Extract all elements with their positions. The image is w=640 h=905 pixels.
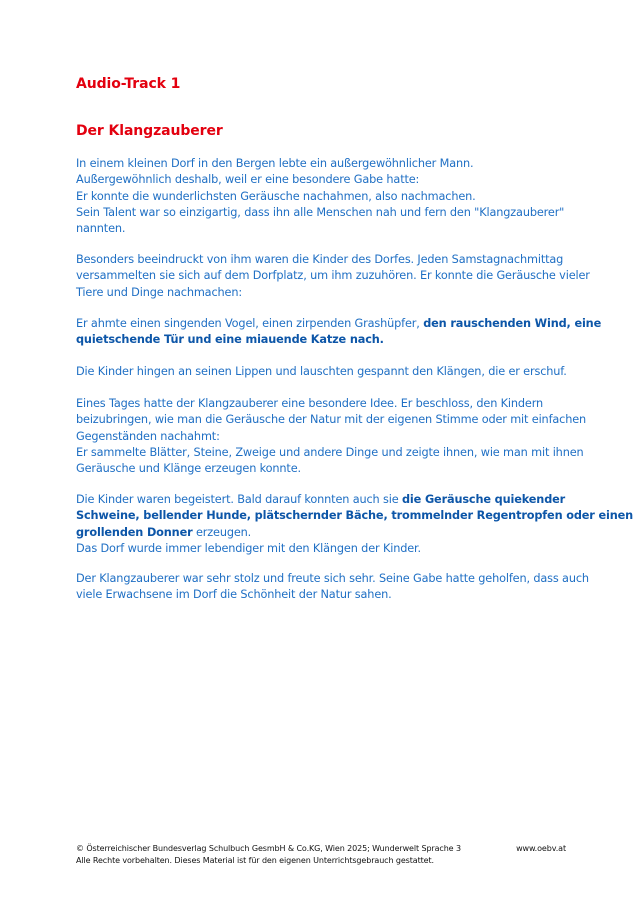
paragraph-4	[76, 364, 576, 380]
text-line	[76, 316, 602, 332]
paragraph-6	[76, 492, 634, 557]
emphasis-text: quietschende Tür und eine miauende Katze nach.	[76, 333, 384, 347]
text-line	[76, 332, 576, 348]
text-line: Die Kinder hingen an seinen Lippen und lauschten gespannt den Klängen, die er erschuf.	[76, 365, 567, 378]
text-segment: Er ahmte einen singenden Vogel, einen zirpenden Grashüpfer,	[76, 317, 424, 330]
website-link[interactable]: www.oebv.at	[516, 844, 566, 853]
text-line: Besonders beeindruckt von ihm waren die Kinder des Dorfes. Jeden Samstagnachmittag	[76, 253, 564, 266]
text-line: Außergewöhnlich deshalb, weil er eine besondere Gabe hatte:	[76, 173, 420, 187]
paragraph-3	[76, 316, 602, 349]
text-line: Gegenständen nachahmt:	[76, 429, 220, 443]
paragraph-5	[76, 396, 587, 477]
text-segment: erzeugen.	[192, 525, 252, 539]
text-line: versammelten sie sich auf dem Dorfplatz, um ihm zuzuhören. Er konnte die Geräusche vieler	[76, 269, 590, 283]
text-line: Tiere und Dinge nachmachen:	[76, 285, 242, 299]
text-line: Der Klangzauberer war sehr stolz und freute sich sehr. Seine Gabe hatte geholfen, dass auch	[76, 572, 589, 585]
text-line: beizubringen, wie man die Geräusche der Natur mit der eigenen Stimme oder mit einfachen	[76, 413, 587, 427]
paragraph-1	[76, 156, 576, 237]
text-segment: Die Kinder waren begeistert. Bald darauf konnten auch sie	[76, 493, 402, 506]
paragraph-2	[76, 252, 590, 301]
footer-row	[76, 843, 566, 855]
text-line	[76, 492, 576, 508]
rights-notice: Alle Rechte vorbehalten. Dieses Material ist für den eigenen Unterrichtsgebrauch gestattet.	[76, 856, 434, 865]
text-line	[76, 508, 634, 524]
text-line: Das Dorf wurde immer lebendiger mit den Klängen der Kinder.	[76, 541, 421, 555]
emphasis-text: die Geräusche quiekender	[401, 493, 566, 506]
text-line: In einem kleinen Dorf in den Bergen lebte ein außergewöhnlicher Mann.	[76, 157, 474, 170]
footer-row	[76, 855, 566, 867]
page-footer	[76, 843, 566, 867]
text-line: Er sammelte Blätter, Steine, Zweige und andere Dinge und zeigte ihnen, wie man mit ihnen	[76, 445, 584, 459]
paragraph-7	[76, 571, 589, 604]
text-line: nannten.	[76, 222, 126, 236]
story-title: Der Klangzauberer	[76, 123, 223, 139]
copyright-notice: © Österreichischer Bundesverlag Schulbuch GesmbH & Co.KG, Wien 2025; Wunderwelt Sprache 3	[76, 844, 461, 853]
emphasis-text: grollenden Donner	[76, 525, 193, 539]
text-line: Geräusche und Klänge erzeugen konnte.	[76, 462, 301, 476]
text-line: Er konnte die wunderlichsten Geräusche nachahmen, also nachmachen.	[76, 189, 476, 203]
emphasis-text: Schweine, bellender Hunde, plätschernder Bäche, trommelnder Regentropfen oder einen	[76, 509, 634, 523]
text-line: viele Erwachsene im Dorf die Schönheit der Natur sahen.	[76, 588, 392, 602]
audio-track-label: Audio-Track 1	[76, 76, 181, 92]
text-line	[76, 525, 576, 541]
emphasis-text: den rauschenden Wind, eine	[423, 317, 602, 330]
text-line: Sein Talent war so einzigartig, dass ihn alle Menschen nah und fern den "Klangzauberer"	[76, 205, 565, 219]
text-line: Eines Tages hatte der Klangzauberer eine besondere Idee. Er beschloss, den Kindern	[76, 397, 544, 410]
